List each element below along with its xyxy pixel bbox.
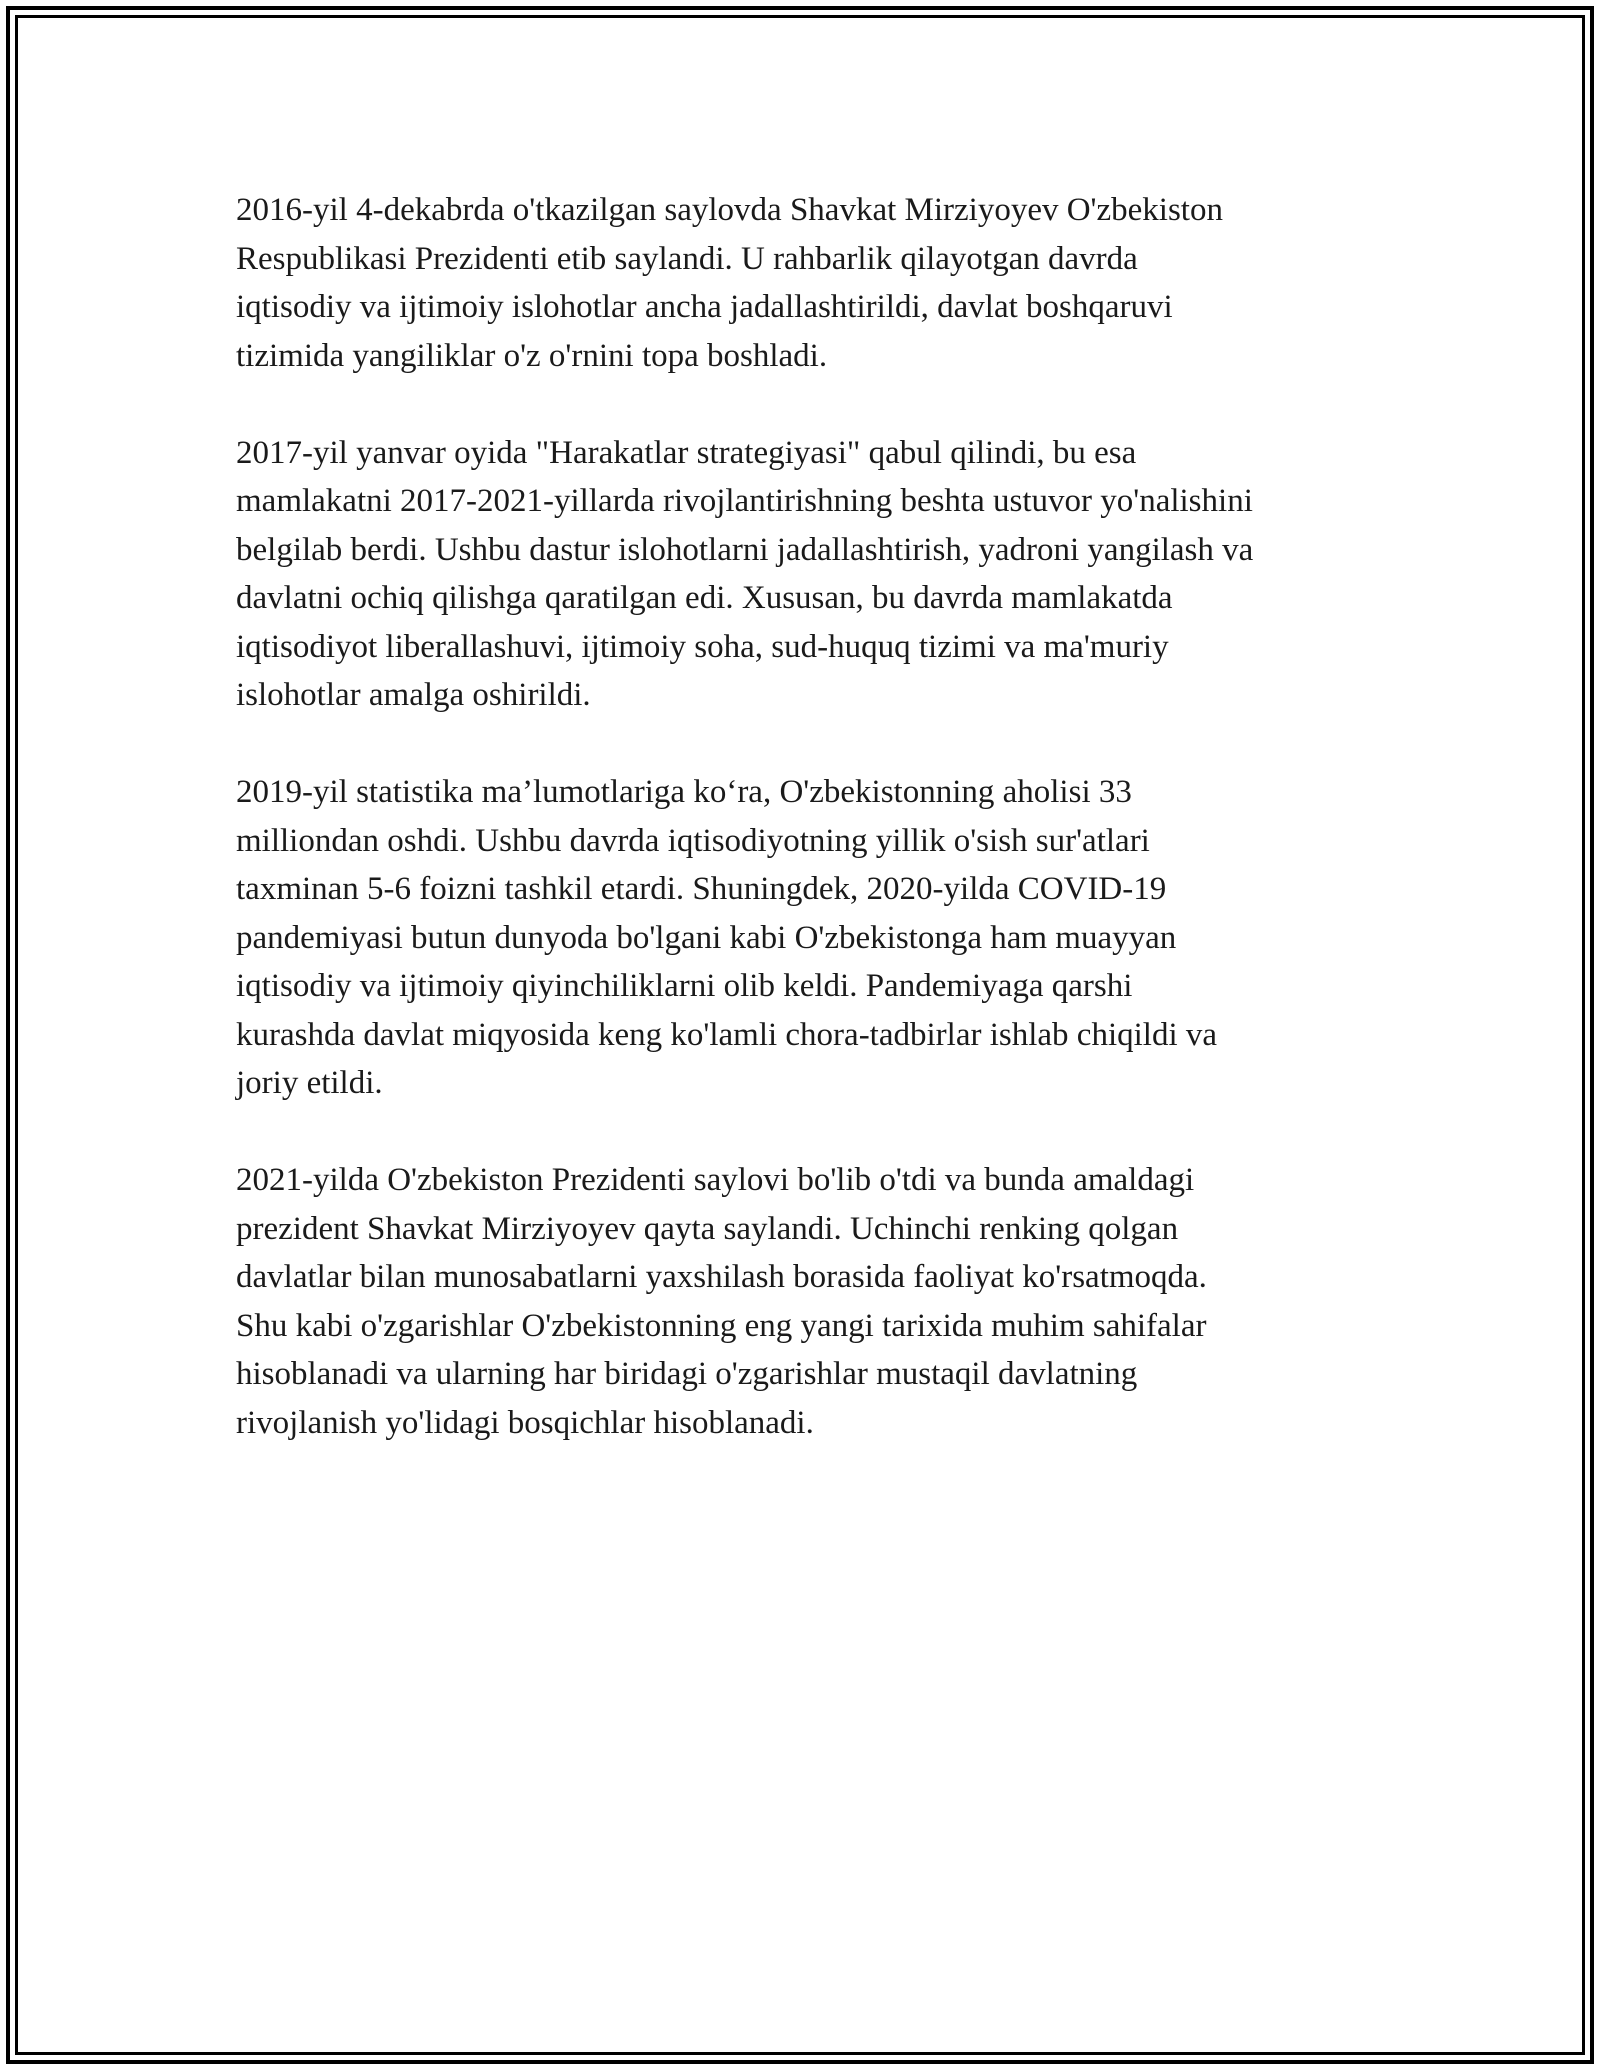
paragraph-3: 2019-yil statistika ma’lumotlariga ko‘ra, O'zbekistonning aholisi 33 milliondan oshdi. Ushbu davrda iqtisodiyotning yillik o'sish sur'atlari taxminan 5-6 foizni tashkil etardi. Shuningdek, 2020-yilda COVID-19 pandemiyasi butun dunyoda bo'lgani kabi O'zbekistonga ham muayyan iqtisodiy va ijtimoiy qiyinchiliklarni olib keldi. Pandemiyaga qarshi kurashda davlat miqyosida keng ko'lamli chora-tadbirlar ishlab chiqildi va joriy etildi.: [236, 774, 1218, 1101]
document-body: [236, 186, 1386, 1496]
paragraph-2: 2017-yil yanvar oyida "Harakatlar strategiyasi" qabul qilindi, bu esa mamlakatni 2017-2021-yillarda rivojlantirishning beshta ustuvor yo'nalishini belgilab berdi. Ushbu dastur islohotlarni jadallashtirish, yadroni yangilash va davlatni ochiq qilishga qaratilgan edi. Xususan, bu davrda mamlakatda iqtisodiyot liberallashuvi, ijtimoiy soha, sud-huquq tizimi va ma'muriy islohotlar amalga oshirildi.: [236, 434, 1254, 713]
paragraph-4: 2021-yilda O'zbekiston Prezidenti saylovi bo'lib o'tdi va bunda amaldagi prezident Shavkat Mirziyoyev qayta saylandi. Uchinchi renking qolgan davlatlar bilan munosabatlarni yaxshilash borasida faoliyat ko'rsatmoqda. Shu kabi o'zgarishlar O'zbekistonning eng yangi tarixida muhim sahifalar hisoblanadi va ularning har biridagi o'zgarishlar mustaqil davlatning rivojlanish yo'lidagi bosqichlar hisoblanadi.: [236, 1162, 1207, 1441]
paragraph-1: 2016-yil 4-dekabrda o'tkazilgan saylovda Shavkat Mirziyoyev O'zbekiston Respublikasi Prezidenti etib saylandi. U rahbarlik qilayotgan davrda iqtisodiy va ijtimoiy islohotlar ancha jadallashtirildi, davlat boshqaruvi tizimida yangiliklar o'z o'rnini topa boshladi.: [236, 192, 1223, 374]
